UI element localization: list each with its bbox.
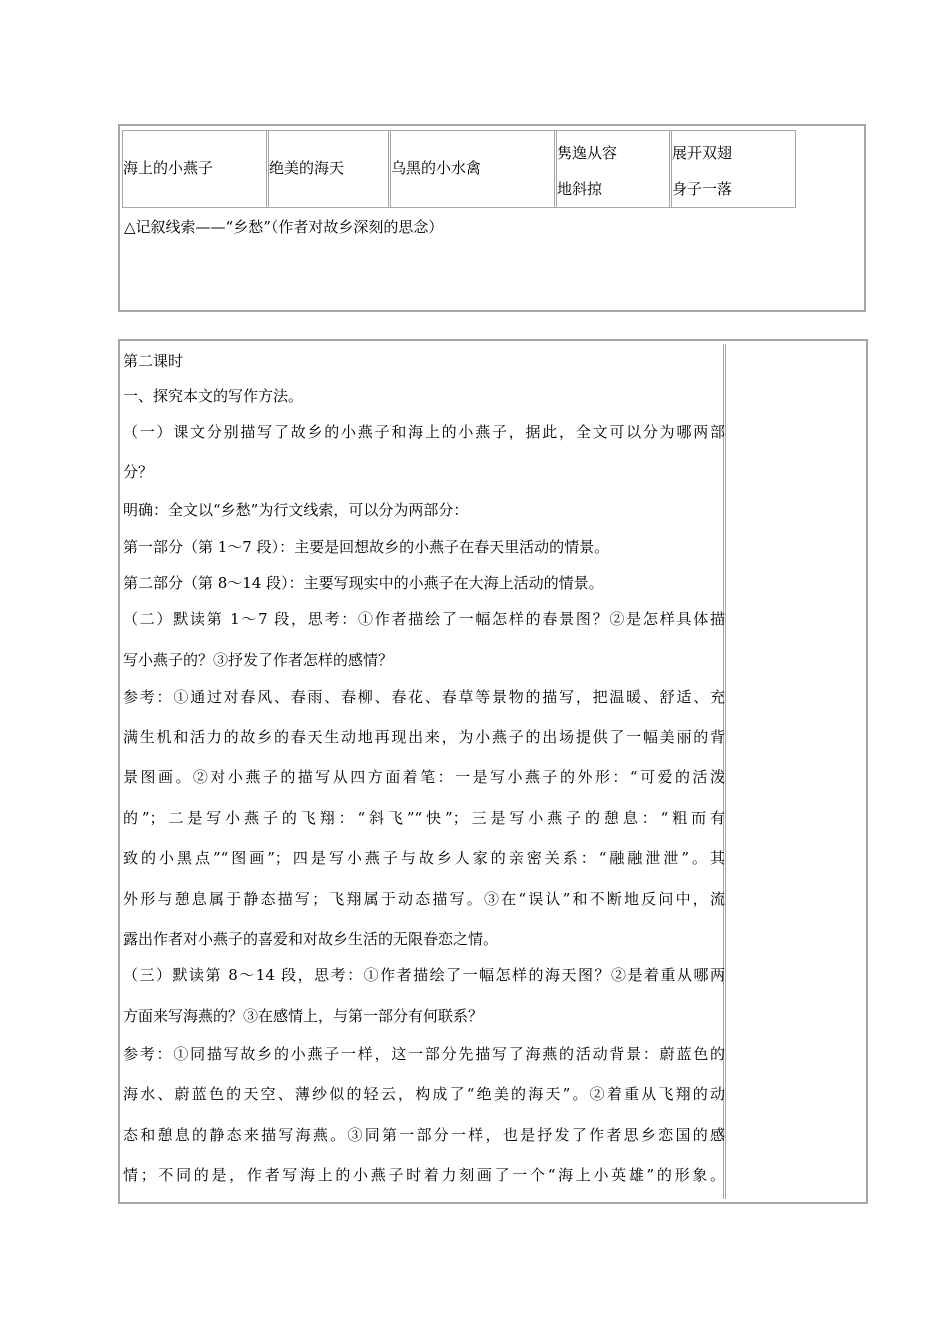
narrative-clue: △记叙线索——“乡愁”（作者对故乡深刻的思念） bbox=[124, 218, 444, 236]
cell-text: 乌黑的小水禽 bbox=[391, 159, 482, 177]
lesson-line: 写小燕子的？③抒发了作者怎样的感情？ bbox=[123, 651, 394, 669]
lesson-table bbox=[118, 339, 868, 1204]
table-cell bbox=[391, 131, 557, 207]
table-cell bbox=[123, 131, 269, 207]
lesson-line: 致的小黑点”“图画”；四是写小燕子与故乡人家的亲密关系：“融融泄泄”。其 bbox=[123, 849, 725, 867]
lesson-line: （一）课文分别描写了故乡的小燕子和海上的小燕子，据此，全文可以分为哪两部 bbox=[123, 423, 725, 441]
lesson-line: （二）默读第 1～7 段，思考：①作者描绘了一幅怎样的春景图？②是怎样具体描 bbox=[123, 610, 725, 628]
table-cell bbox=[557, 131, 672, 207]
lesson-line: 第二课时 bbox=[123, 352, 184, 370]
lesson-line: 参考：①同描写故乡的小燕子一样，这一部分先描写了海燕的活动背景：蔚蓝色的 bbox=[123, 1045, 725, 1063]
cell-text: 绝美的海天 bbox=[269, 159, 345, 177]
lesson-line: 第二部分（第 8～14 段）：主要写现实中的小燕子在大海上活动的情景。 bbox=[123, 574, 604, 592]
cell-text: 展开双翅 bbox=[672, 144, 733, 162]
lesson-line: 态和憩息的静态来描写海燕。③同第一部分一样，也是抒发了作者思乡恋国的感 bbox=[123, 1126, 725, 1144]
lesson-line: 参考：①通过对春风、春雨、春柳、春花、春草等景物的描写，把温暖、舒适、充 bbox=[123, 688, 725, 706]
cell-text: 隽逸从容 bbox=[557, 144, 618, 162]
lesson-line: 情；不同的是，作者写海上的小燕子时着力刻画了一个“海上小英雄”的形象。 bbox=[123, 1166, 725, 1184]
lesson-line: 一、探究本文的写作方法。 bbox=[123, 387, 304, 405]
theme-table-row bbox=[122, 130, 796, 208]
lesson-line: 外形与憩息属于静态描写；飞翔属于动态描写。③在“误认”和不断地反问中，流 bbox=[123, 890, 725, 908]
lesson-line: 满生机和活力的故乡的春天生动地再现出来，为小燕子的出场提供了一幅美丽的背 bbox=[123, 728, 725, 746]
table-cell bbox=[672, 131, 795, 207]
theme-table bbox=[118, 124, 866, 312]
cell-text: 身子一落 bbox=[672, 180, 733, 198]
lesson-content bbox=[122, 344, 726, 1199]
cell-text: 海上的小燕子 bbox=[123, 159, 214, 177]
lesson-line: 海水、蔚蓝色的天空、薄纱似的轻云，构成了“绝美的海天”。②着重从飞翔的动 bbox=[123, 1085, 725, 1103]
lesson-line: 明确：全文以“乡愁”为行文线索，可以分为两部分： bbox=[123, 501, 469, 519]
lesson-line: 第一部分（第 1～7 段）：主要是回想故乡的小燕子在春天里活动的情景。 bbox=[123, 538, 610, 556]
lesson-line: （三）默读第 8～14 段，思考：①作者描绘了一幅怎样的海天图？②是着重从哪两 bbox=[123, 966, 725, 984]
lesson-line: 景图画。②对小燕子的描写从四方面着笔：一是写小燕子的外形：“可爱的活泼 bbox=[123, 768, 725, 786]
lesson-line: 方面来写海燕的？③在感情上，与第一部分有何联系？ bbox=[123, 1007, 484, 1025]
cell-text: 地斜掠 bbox=[557, 180, 603, 198]
lesson-line: 的”；二是写小燕子的飞翔：“斜飞”“快”；三是写小燕子的憩息：“粗而有 bbox=[123, 809, 725, 827]
table-cell bbox=[269, 131, 391, 207]
lesson-line: 露出作者对小燕子的喜爱和对故乡生活的无限眷恋之情。 bbox=[123, 930, 499, 948]
lesson-line: 分？ bbox=[123, 463, 154, 481]
